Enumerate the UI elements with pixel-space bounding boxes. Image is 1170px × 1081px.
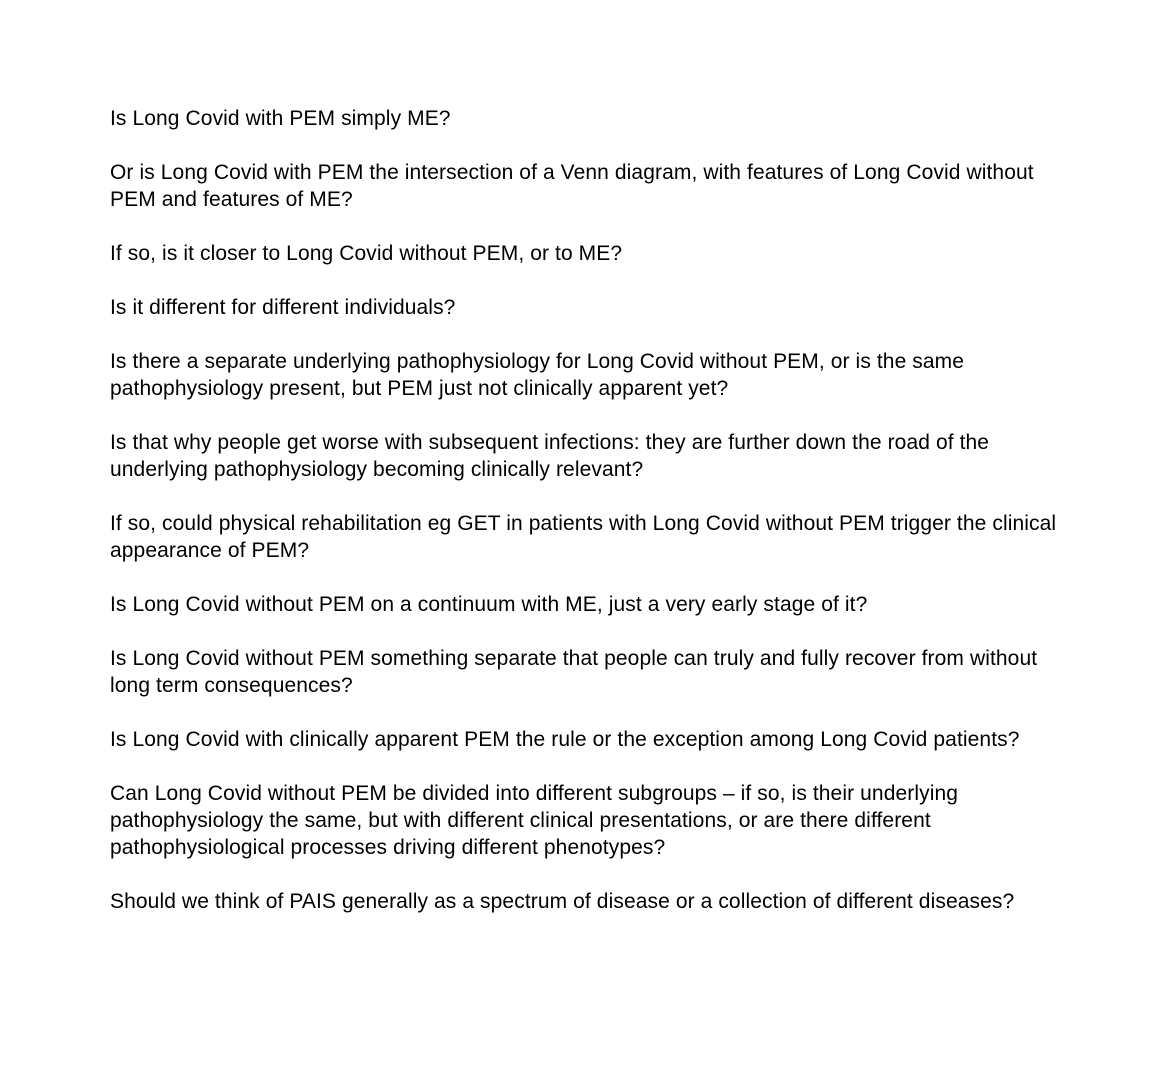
question-paragraph: Is that why people get worse with subsequent infections: they are further down the road of the underlying pathophysiology becoming clinically relevant? — [110, 431, 990, 481]
question-list — [110, 105, 1062, 915]
question-paragraph: Is Long Covid without PEM something separate that people can truly and fully recover from without long term consequences? — [110, 647, 1038, 697]
question-paragraph: Is Long Covid with clinically apparent PEM the rule or the exception among Long Covid patients? — [110, 728, 1020, 751]
question-paragraph: If so, is it closer to Long Covid without PEM, or to ME? — [110, 242, 623, 265]
question-paragraph: Or is Long Covid with PEM the intersection of a Venn diagram, with features of Long Covid without PEM and features of ME? — [110, 161, 1034, 211]
question-paragraph: Is there a separate underlying pathophysiology for Long Covid without PEM, or is the same pathophysiology present, but PEM just not clinically apparent yet? — [110, 350, 965, 400]
question-paragraph: Can Long Covid without PEM be divided into different subgroups – if so, is their underlying pathophysiology the same, but with different clinical presentations, or are there different pathophysiological processes driving different phenotypes? — [110, 782, 959, 859]
question-paragraph: Is it different for different individuals? — [110, 296, 456, 319]
question-paragraph: If so, could physical rehabilitation eg GET in patients with Long Covid without PEM trigger the clinical appearance of PEM? — [110, 512, 1057, 562]
question-paragraph: Should we think of PAIS generally as a spectrum of disease or a collection of different diseases? — [110, 890, 1015, 913]
question-paragraph: Is Long Covid with PEM simply ME? — [110, 107, 451, 130]
question-paragraph: Is Long Covid without PEM on a continuum with ME, just a very early stage of it? — [110, 593, 868, 616]
